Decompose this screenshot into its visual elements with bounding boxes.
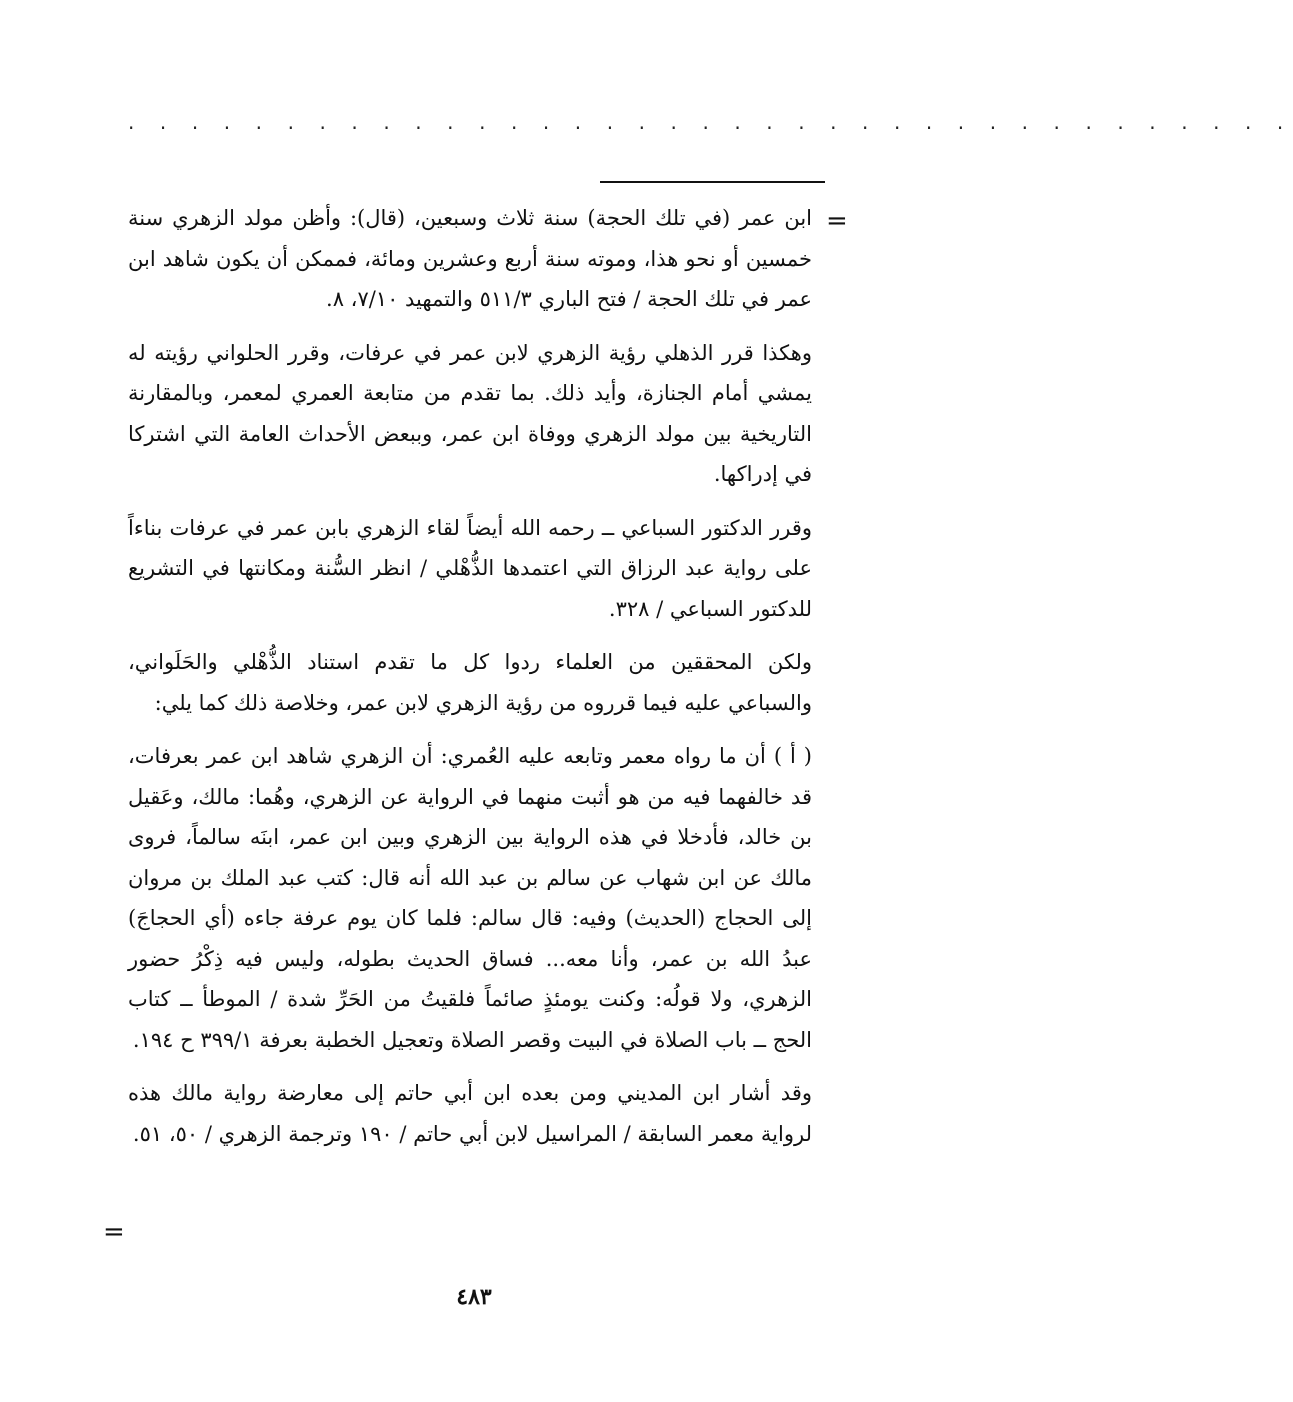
paragraph-2: وهكذا قرر الذهلي رؤية الزهري لابن عمر في عرفات، وقرر الحلواني رؤيته له يمشي أمام الجنازة، وأيد ذلك. بما تقدم من متابعة العمري لمعمر، وبالمقارنة التاريخية بين مولد الزهري ووفاة ابن عمر، وببعض الأحداث العامة التي اشتركا في إدراكها.	[128, 340, 812, 486]
paragraph-1: ابن عمر (في تلك الحجة) سنة ثلاث وسبعين، (قال): وأظن مولد الزهري سنة خمسين أو نحو هذا، وموته سنة أربع وعشرين ومائة، فممكن أن يكون شاهد ابن عمر في تلك الحجة / فتح الباري ٥١١/٣ والتمهيد ٧/١٠، ٨.	[128, 206, 812, 311]
separator-dots: . . . . . . . . . . . . . . . . . . . . . . . . . . . . . . . . . . . . .	[128, 110, 1293, 134]
continuation-mark-top: =	[826, 206, 848, 236]
paragraph-6: وقد أشار ابن المديني ومن بعده ابن أبي حاتم إلى معارضة رواية مالك هذه لرواية معمر السابقة / المراسيل لابن أبي حاتم / ١٩٠ وترجمة الزهري / ٥٠، ٥١.	[128, 1081, 812, 1146]
paragraph-5: ( أ ) أن ما رواه معمر وتابعه عليه العُمري: أن الزهري شاهد ابن عمر بعرفات، قد خالفهما فيه من هو أثبت منهما في الرواية عن الزهري، وهُما: مالك، وعَقيل بن خالد، فأدخلا في هذه الرواية بين الزهري وبين ابن عمر، ابنَه سالماً، فروى مالك عن ابن شهاب عن سالم بن عبد الله أنه قال: كتب عبد الملك بن مروان إلى الحجاج (الحديث) وفيه: قال سالم: فلما كان يوم عرفة جاءه (أي الحجاجَ) عبدُ الله بن عمر، وأنا معه... فساق الحديث بطوله، وليس فيه ذِكْرُ حضور الزهري، ولا قولُه: وكنت يومئذٍ صائماً فلقيتُ من الحَرِّ شدة / الموطأ ــ كتاب الحج ــ باب الصلاة في البيت وقصر الصلاة وتعجيل الخطبة بعرفة ٣٩٩/١ ح ١٩٤.	[128, 744, 813, 1052]
paragraph-4: ولكن المحققين من العلماء ردوا كل ما تقدم استناد الذُّهْلي والحَلَواني، والسباعي عليه فيما قرروه من رؤية الزهري لابن عمر، وخلاصة ذلك كما يلي:	[128, 650, 812, 715]
footnote-text	[128, 198, 812, 1167]
paragraph-3: وقرر الدكتور السباعي ــ رحمه الله أيضاً لقاء الزهري بابن عمر في عرفات بناءاً على رواية عبد الرزاق التي اعتمدها الذُّهْلي / انظر السُّنة ومكانتها في التشريع للدكتور السباعي / ٣٢٨.	[128, 515, 812, 621]
footnote-rule	[600, 181, 825, 183]
continuation-mark-bottom: =	[103, 1217, 125, 1247]
page-number: ٤٨٣	[456, 1284, 492, 1310]
